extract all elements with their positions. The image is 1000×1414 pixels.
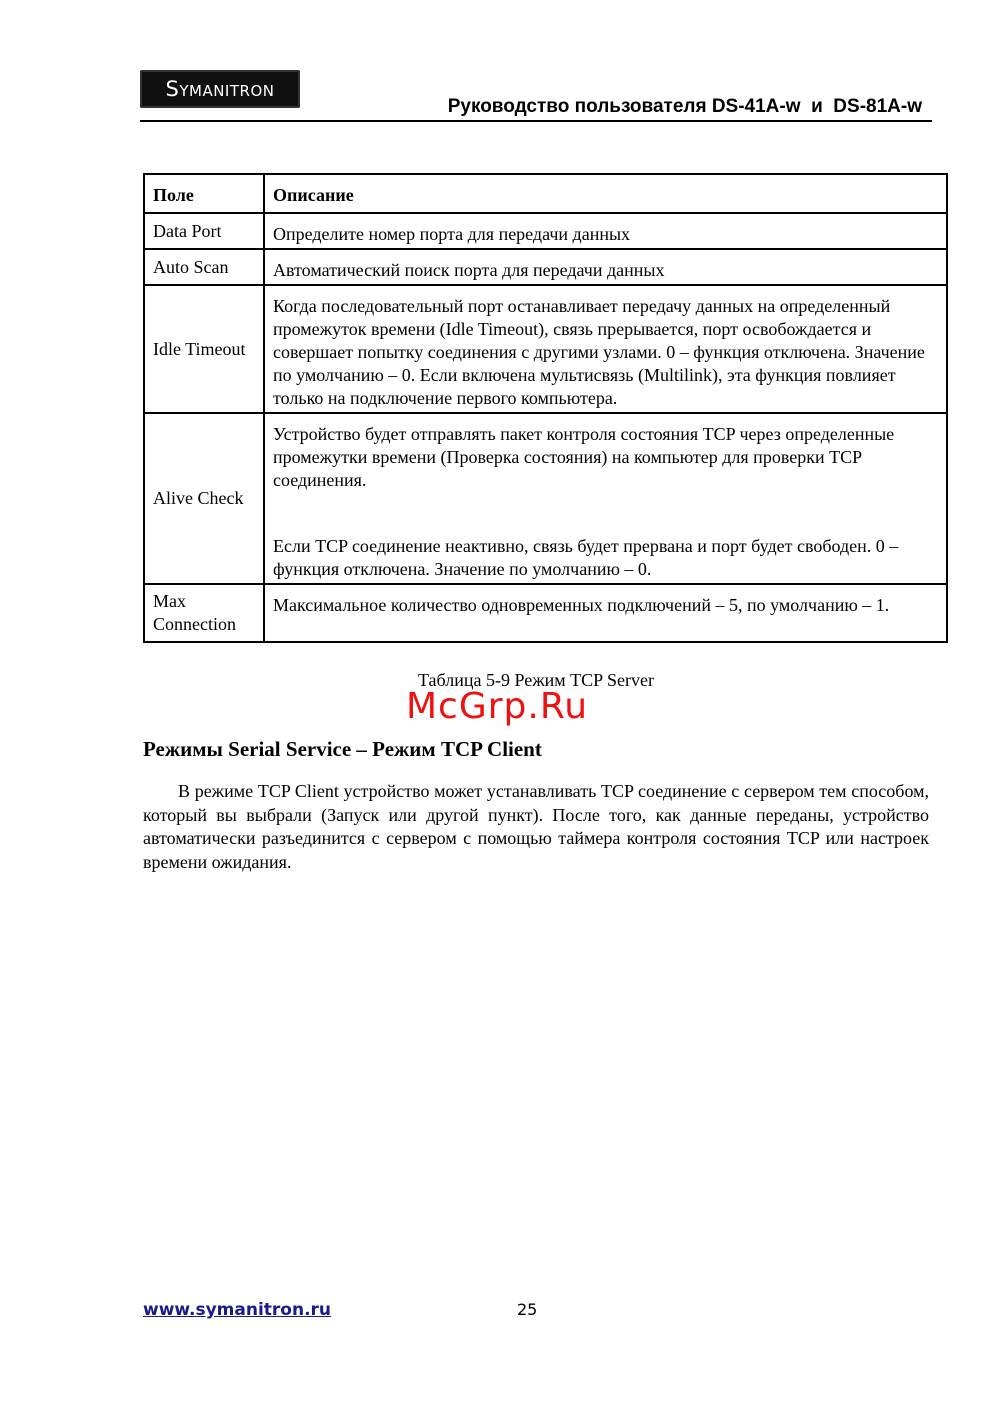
description-text: Определите номер порта для передачи данных xyxy=(273,224,631,244)
section-heading: Режимы Serial Service – Режим TCP Client xyxy=(143,737,542,761)
table-row xyxy=(144,285,947,413)
page-number: 25 xyxy=(517,1300,538,1319)
header-divider xyxy=(140,120,932,122)
table-header-row xyxy=(144,174,947,213)
description-text: Устройство будет отправлять пакет контроля состояния TCP через определенные промежутки времени (Проверка состояния) на компьютер для проверки TCP соединения. xyxy=(273,424,895,490)
table-row xyxy=(144,249,947,285)
field-description xyxy=(264,249,947,285)
field-description xyxy=(264,584,947,642)
table-caption: Таблица 5-9 Режим TCP Server xyxy=(417,670,655,690)
section-paragraph: В режиме TCP Client устройство может устанавливать TCP соединение с сервером тем способом, который вы выбрали (Запуск или другой пункт). После того, как данные переданы, устройство автоматически разъединится с сервером с помощью таймера контроля состояния TCP или настроек времени ожидания. xyxy=(143,781,929,872)
field-description xyxy=(264,413,947,584)
tcp-server-settings-table xyxy=(143,173,948,643)
table-row xyxy=(144,413,947,584)
document-title: Руководство пользователя DS-41A-w и DS-81A-w xyxy=(447,96,922,117)
field-description xyxy=(264,285,947,413)
watermark: McGrp.Ru xyxy=(406,686,589,727)
table-row xyxy=(144,213,947,249)
description-text: Автоматический поиск порта для передачи данных xyxy=(273,260,665,280)
logo-text: Symanitron xyxy=(165,77,275,101)
description-text: Когда последовательный порт останавливает передачу данных на определенный промежуток времени (Idle Timeout), связь прерывается, порт освобождается и совершает попытку соединения с другими узлами. 0 – функция отключена. Значение по умолчанию – 0. Если включена мультисвязь (Multilink), эта функция повлияет только на подключение первого компьютера. xyxy=(273,296,925,408)
field-name: Max Connection xyxy=(144,584,264,642)
field-name: Auto Scan xyxy=(144,249,264,285)
field-name: Idle Timeout xyxy=(144,285,264,413)
field-name: Data Port xyxy=(144,213,264,249)
website-link[interactable]: www.symanitron.ru xyxy=(143,1300,332,1320)
description-text: Максимальное количество одновременных подключений – 5, по умолчанию – 1. xyxy=(273,595,890,615)
field-description xyxy=(264,213,947,249)
company-logo xyxy=(140,70,300,108)
column-header-description: Описание xyxy=(264,174,947,213)
column-header-field: Поле xyxy=(144,174,264,213)
field-name: Alive Check xyxy=(144,413,264,584)
description-text: Если TCP соединение неактивно, связь будет прервана и порт будет свободен. 0 – функция отключена. Значение по умолчанию – 0. xyxy=(273,536,899,579)
table-row xyxy=(144,584,947,642)
